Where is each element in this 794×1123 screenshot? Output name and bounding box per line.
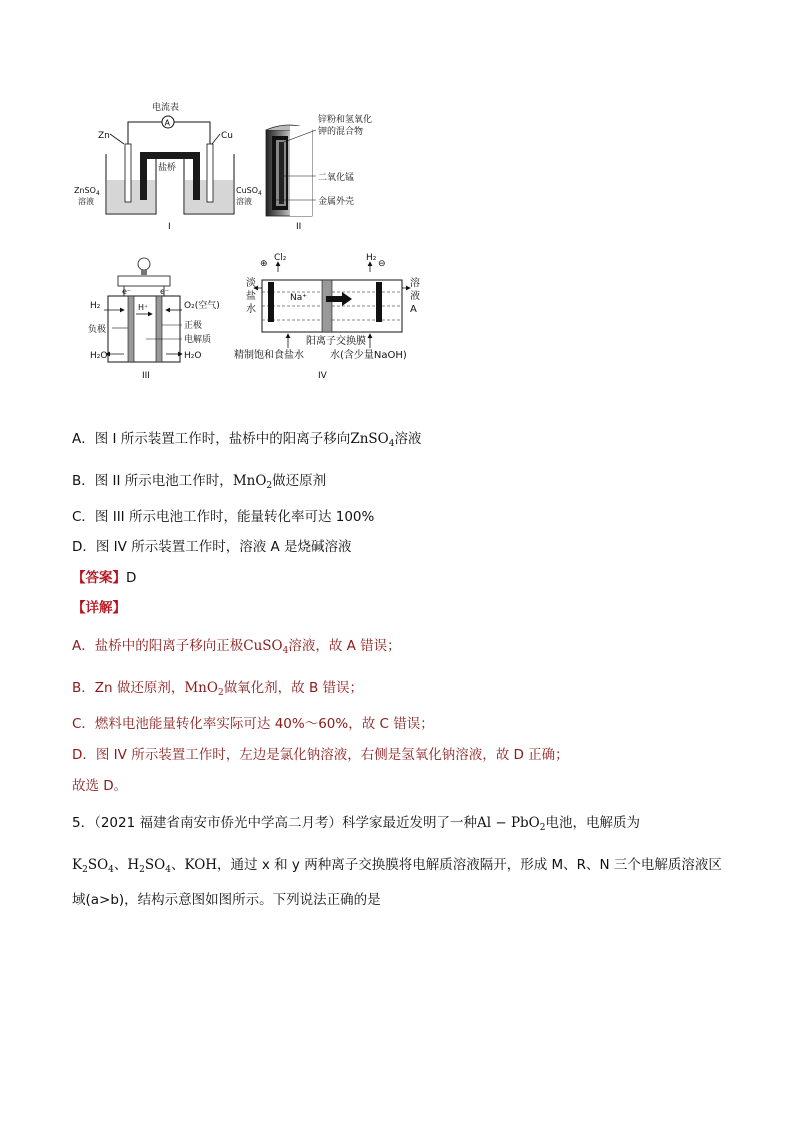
h2-inlet-label: H₂ [90,301,101,311]
bulb-icon [138,258,150,270]
ammeter-symbol: A [164,118,170,128]
zinc-powder-label-2: 钾的混合物 [318,127,364,137]
cu-label: Cu [221,131,233,141]
h-plus-label: H⁺ [138,303,149,312]
electron-right-label: e⁻ [160,287,170,296]
option-b: B．图 II 所示电池工作时，MnO$_2$做还原剂 [72,473,327,491]
zn-label: Zn [98,131,110,141]
figure-i-galvanic-cell [74,101,262,232]
saturated-brine-label: 精制饱和食盐水 [234,350,304,361]
answer-line [72,569,136,587]
h2o-right-label: H₂O [184,351,202,361]
answer-value: D [126,570,137,586]
figure-ii-label: II [296,222,302,232]
ammeter-label: 电流表 [152,103,180,113]
zinc-powder-label-1: 锌粉和氢氧化 [318,115,373,125]
metal-shell-label: 金属外壳 [318,197,355,207]
figure-iv-chlor-alkali-cell [234,253,420,381]
positive-electrode-label: 正极 [184,321,203,331]
figure-i-label: I [168,222,171,232]
option-a: A．图 I 所示装置工作时，盐桥中的阳离子移向ZnSO$_4$溶液 [72,431,422,449]
detail-d: D．图 IV 所示装置工作时，左边是氯化钠溶液，右侧是氢氧化钠溶液，故 D 正确； [72,747,569,763]
solution-a-label-3: A [410,304,417,315]
znso4-label: ZnSO$_4$ [74,186,100,197]
figure-iv-label: IV [318,371,327,381]
water-naoh-label: 水(含少量NaOH) [330,350,407,361]
salt-bridge-label: 盐桥 [158,163,177,173]
detail-b: B．Zn 做还原剂，MnO$_2$做氧化剂，故 B 错误； [72,680,364,698]
cuso4-solution-label: 溶液 [236,197,252,206]
detail-a: A．盐桥中的阳离子移向正极CuSO$_4$溶液，故 A 错误； [72,638,401,656]
negative-electrode-label: 负极 [88,325,107,335]
option-c: C．图 III 所示电池工作时，能量转化率可达 100% [72,509,375,525]
o2-inlet-label: O₂(空气) [184,301,220,311]
figure-iii-label: III [142,371,150,381]
znso4-solution-label: 溶液 [78,197,94,206]
anode-plus-icon: ⊕ [260,259,268,269]
electron-left-label: e⁻ [122,287,132,296]
h2o-left-label: H₂O [90,351,108,361]
electrochemistry-figure [60,96,440,386]
solution-a-label-2: 液 [410,291,420,302]
cuso4-label: CuSO$_4$ [236,186,262,197]
dilute-brine-label-1: 淡 [246,278,256,289]
question-5-line-1: 5．（2021 福建省南安市侨光中学高二月考）科学家最近发明了一种Al − PbO$_2$电池，电解质为 [72,815,640,833]
detail-c: C．燃料电池能量转化率实际可达 40%～60%，故 C 错误； [72,716,434,732]
option-d: D．图 IV 所示装置工作时，溶液 A 是烧碱溶液 [72,539,352,555]
figure-iii-fuel-cell [88,258,220,381]
membrane-label: 阳离子交换膜 [306,336,366,347]
question-5-line-3: 域(a>b)，结构示意图如图所示。下列说法正确的是 [72,892,381,908]
figure-ii-dry-battery [266,113,372,232]
na-plus-label: Na⁺ [290,293,307,303]
cathode-minus-icon: ⊖ [378,259,386,269]
dilute-brine-label-2: 盐 [246,291,256,302]
electrolyte-label: 电解质 [184,335,212,345]
dilute-brine-label-3: 水 [246,304,256,315]
cl2-label: Cl₂ [274,253,287,263]
detail-conclusion: 故选 D。 [72,778,128,794]
mno2-label: 二氧化锰 [318,173,355,183]
question-5-line-2: $K_2SO_4$、$H_2SO_4$、KOH，通过 x 和 y 两种离子交换膜将电解质溶液隔开，形成 M、R、N 三个电解质溶液区 [72,857,722,875]
detail-label: 【详解】 [72,600,126,616]
answer-label: 【答案】 [72,570,126,586]
h2-outlet-label: H₂ [366,253,377,263]
solution-a-label-1: 溶 [410,278,420,289]
